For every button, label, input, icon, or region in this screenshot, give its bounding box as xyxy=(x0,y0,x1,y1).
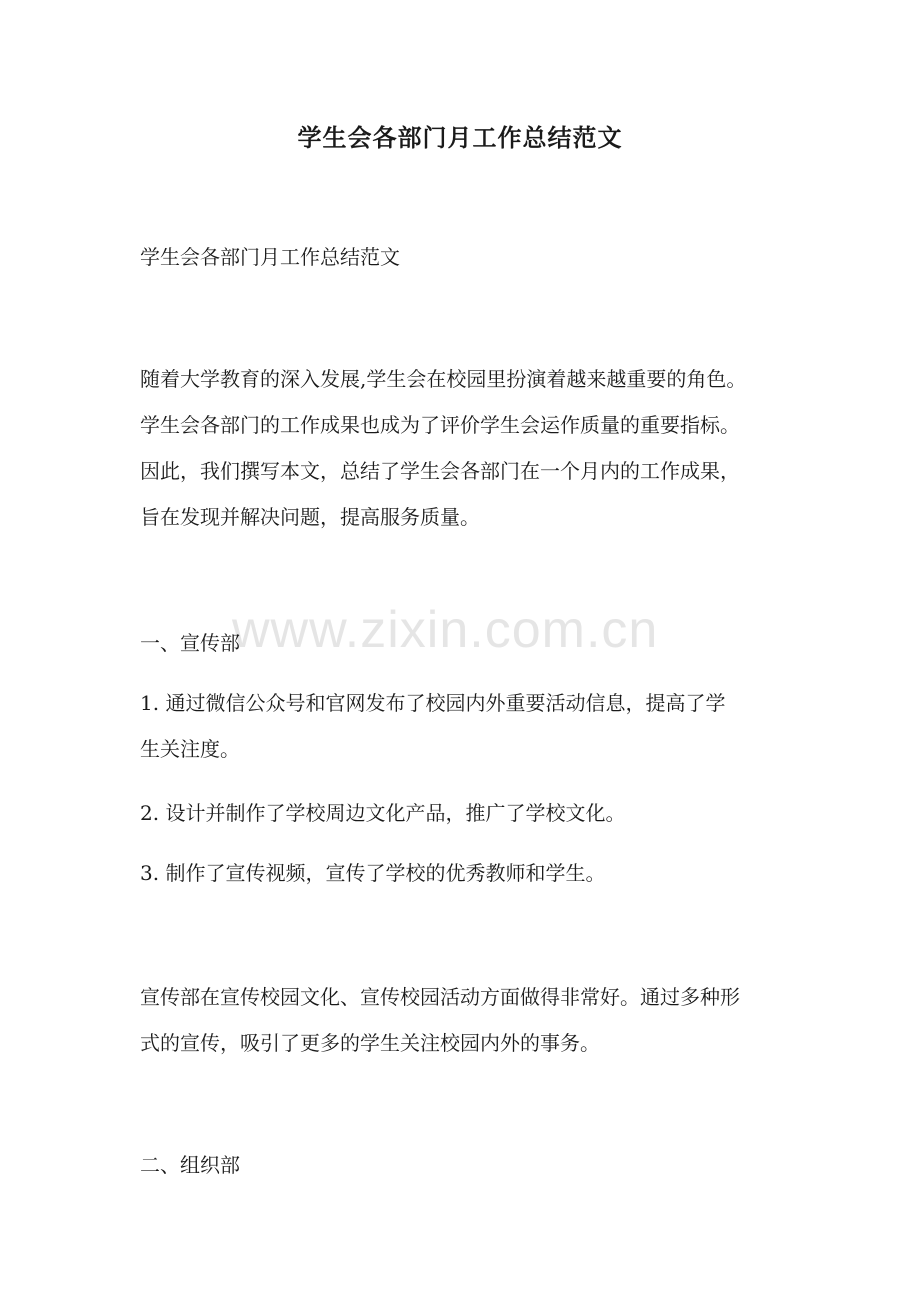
section-heading-organization: 二、组织部 xyxy=(140,1153,240,1177)
publicity-item-2: 2. 设计并制作了学校周边文化产品，推广了学校文化。 xyxy=(140,801,626,825)
publicity-item-3: 3. 制作了宣传视频，宣传了学校的优秀教师和学生。 xyxy=(140,861,606,885)
intro-line-4: 旨在发现并解决问题，提高服务质量。 xyxy=(140,505,480,529)
section-heading-publicity: 一、宣传部 xyxy=(140,631,240,655)
intro-line-2: 学生会各部门的工作成果也成为了评价学生会运作质量的重要指标。 xyxy=(140,413,740,437)
intro-line-1: 随着大学教育的深入发展,学生会在校园里扮演着越来越重要的角色。 xyxy=(140,367,747,391)
document-subtitle: 学生会各部门月工作总结范文 xyxy=(140,245,400,269)
publicity-item-1-line-2: 生关注度。 xyxy=(140,737,240,761)
publicity-summary-line-1: 宣传部在宣传校园文化、宣传校园活动方面做得非常好。通过多种形 xyxy=(140,985,740,1009)
publicity-item-1-line-1: 1. 通过微信公众号和官网发布了校园内外重要活动信息，提高了学 xyxy=(140,691,726,715)
publicity-summary-line-2: 式的宣传，吸引了更多的学生关注校园内外的事务。 xyxy=(140,1031,600,1055)
intro-line-3: 因此，我们撰写本文，总结了学生会各部门在一个月内的工作成果， xyxy=(140,459,740,483)
document-title: 学生会各部门月工作总结范文 xyxy=(297,123,623,152)
watermark-text: www.zixin.com.cn xyxy=(232,601,659,659)
